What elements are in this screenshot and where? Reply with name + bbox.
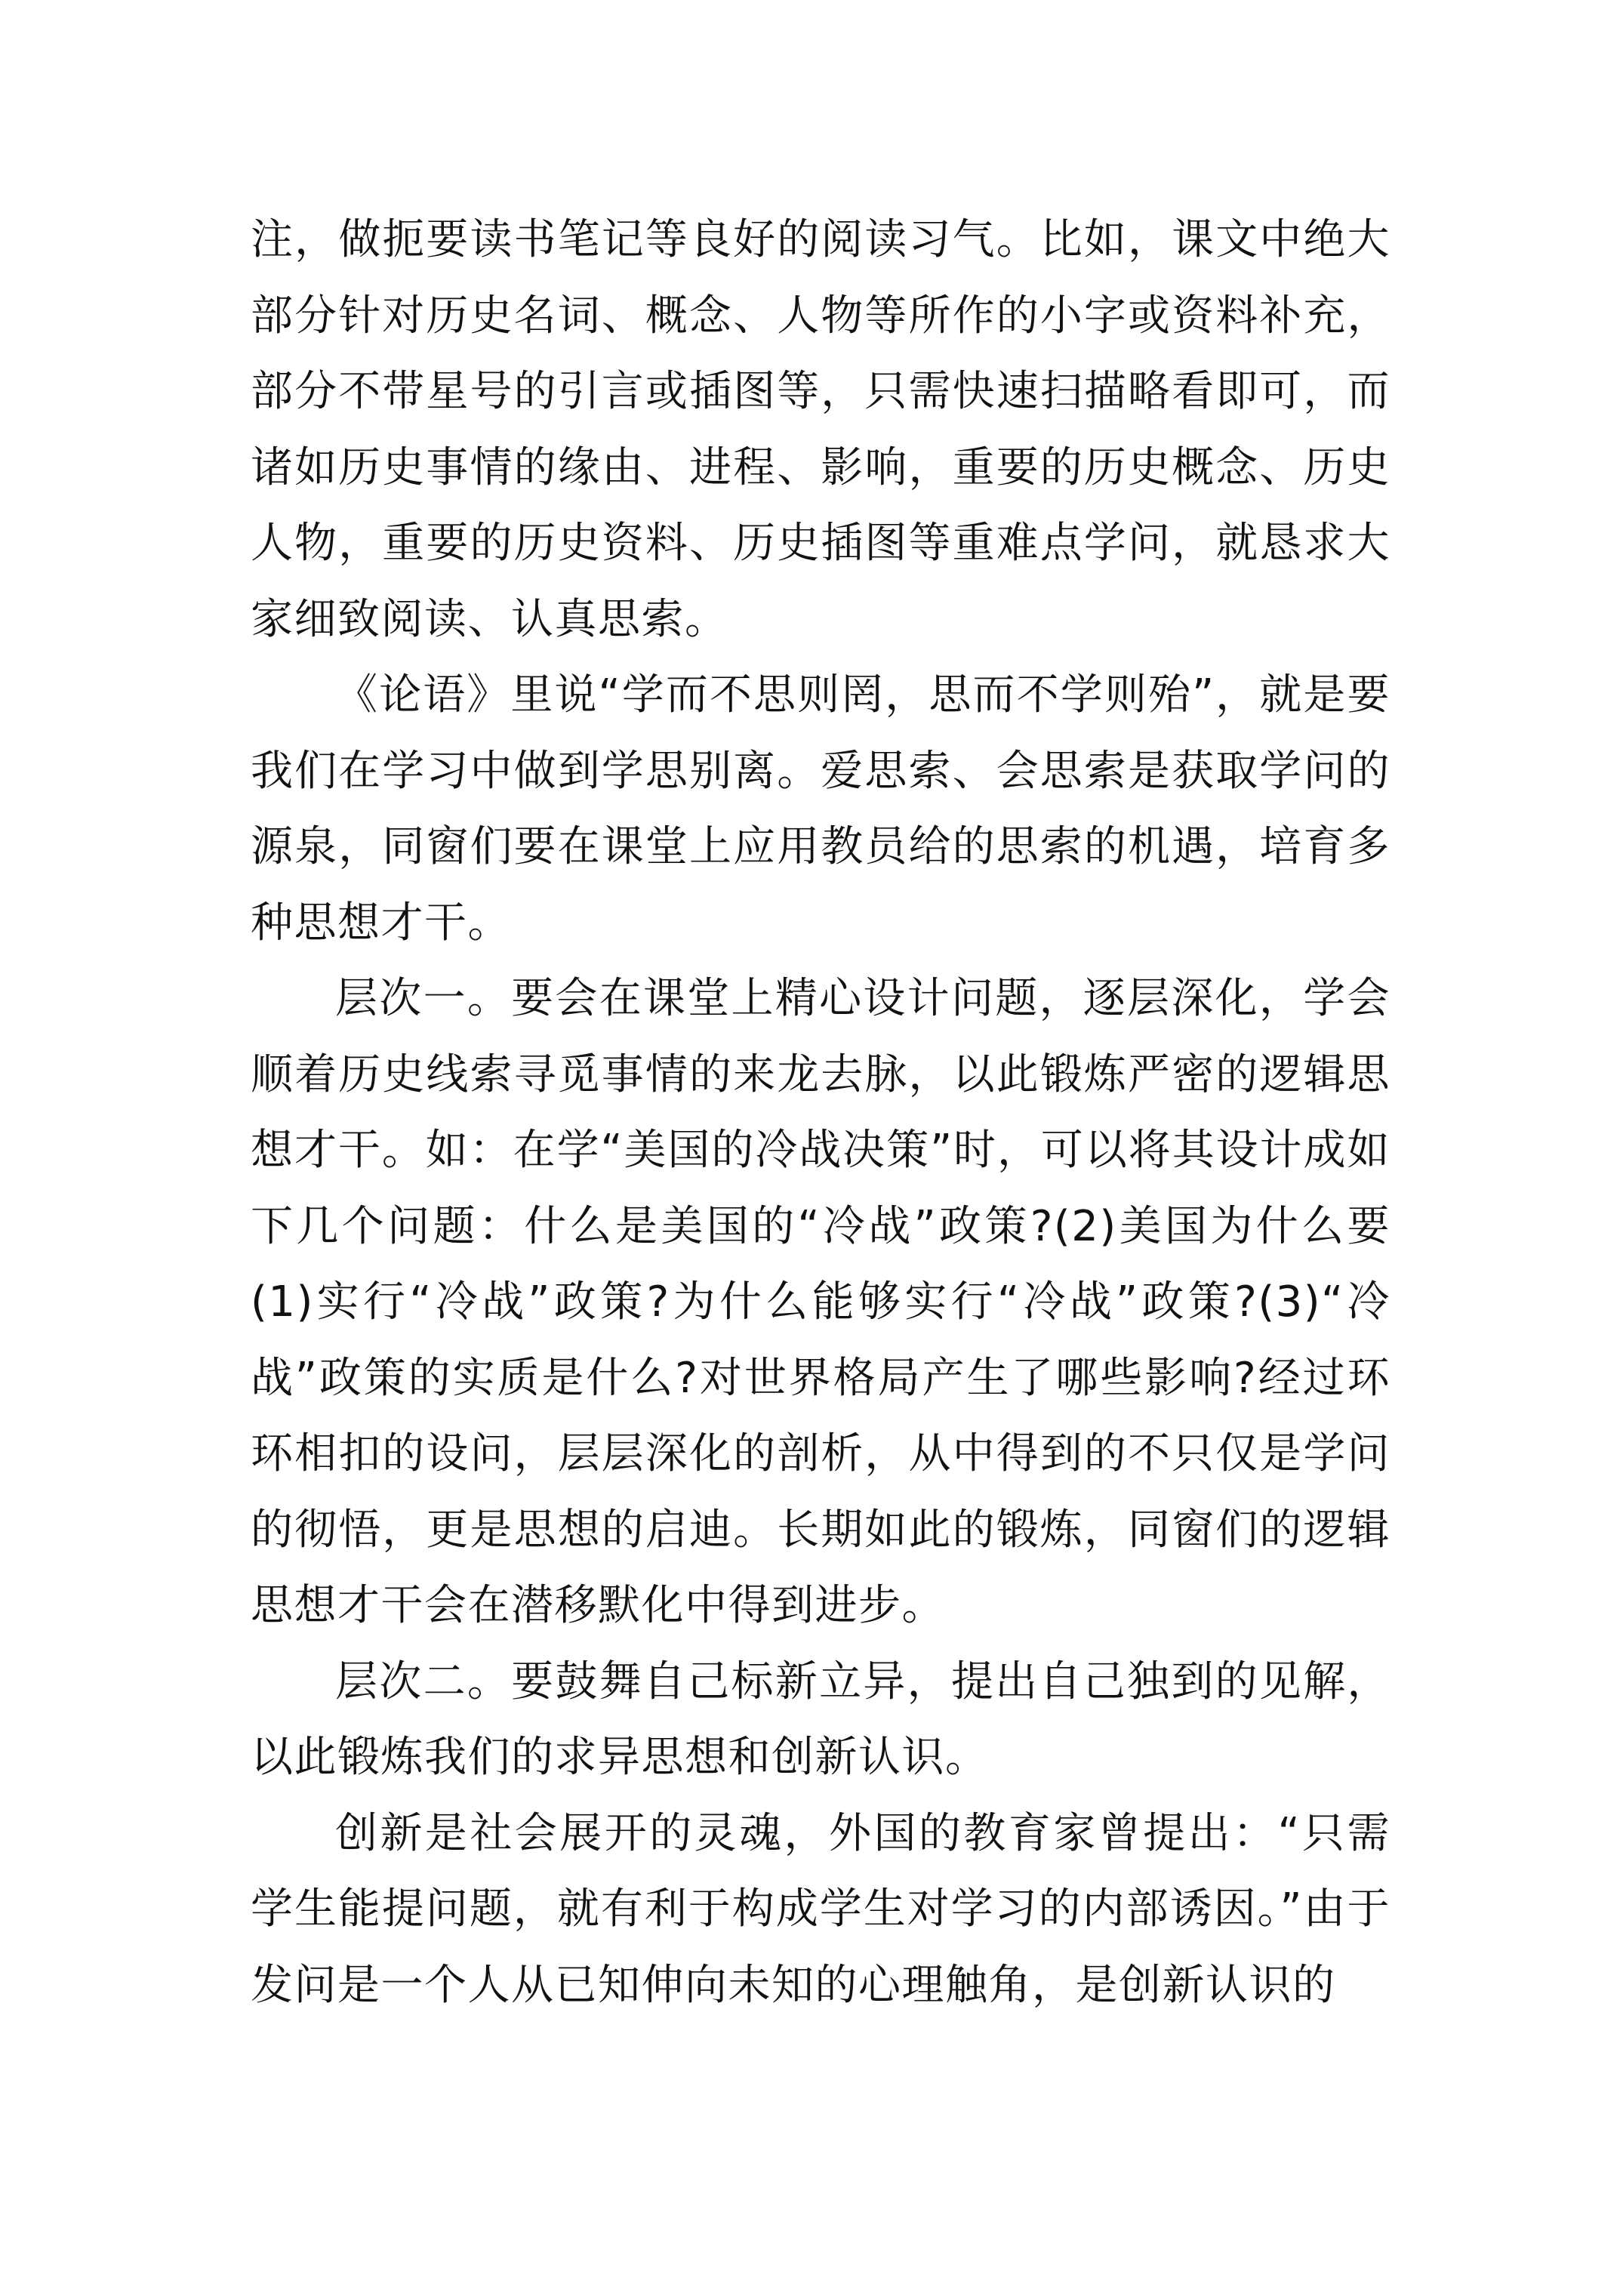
paragraph-5: 创新是社会展开的灵魂，外国的教育家曾提出：“只需学生能提问题，就有利于构成学生对学习的内部诱因。”由于发问是一个人从已知伸向未知的心理触角，是创新认识的 <box>251 1808 1390 2010</box>
paragraph-4: 层次二。要鼓舞自己标新立异，提出自己独到的见解，以此锻炼我们的求异思想和创新认识。 <box>251 1657 1390 1782</box>
document-body <box>251 202 1390 2023</box>
paragraph-2: 《论语》里说“学而不思则罔，思而不学则殆”，就是要我们在学习中做到学思别离。爱思索、会思索是获取学问的源泉，同窗们要在课堂上应用教员给的思索的机遇，培育多种思想才干。 <box>251 670 1390 948</box>
paragraph-3: 层次一。要会在课堂上精心设计问题，逐层深化，学会顺着历史线索寻觅事情的来龙去脉，以此锻炼严密的逻辑思想才干。如：在学“美国的冷战决策”时，可以将其设计成如下几个问题：什么是美国的“冷战”政策?(2)美国为什么要(1)实行“冷战”政策?为什么能够实行“冷战”政策?(3)“冷战”政策的实质是什么?对世界格局产生了哪些影响?经过环环相扣的设问，层层深化的剖析，从中得到的不只仅是学问的彻悟，更是思想的启迪。长期如此的锻炼，同窗们的逻辑思想才干会在潜移默化中得到进步。 <box>251 974 1390 1630</box>
paragraph-1: 注，做扼要读书笔记等良好的阅读习气。比如，课文中绝大部分针对历史名词、概念、人物等所作的小字或资料补充，部分不带星号的引言或插图等，只需快速扫描略看即可，而诸如历史事情的缘由、进程、影响，重要的历史概念、历史人物，重要的历史资料、历史插图等重难点学问，就恳求大家细致阅读、认真思索。 <box>251 215 1390 644</box>
